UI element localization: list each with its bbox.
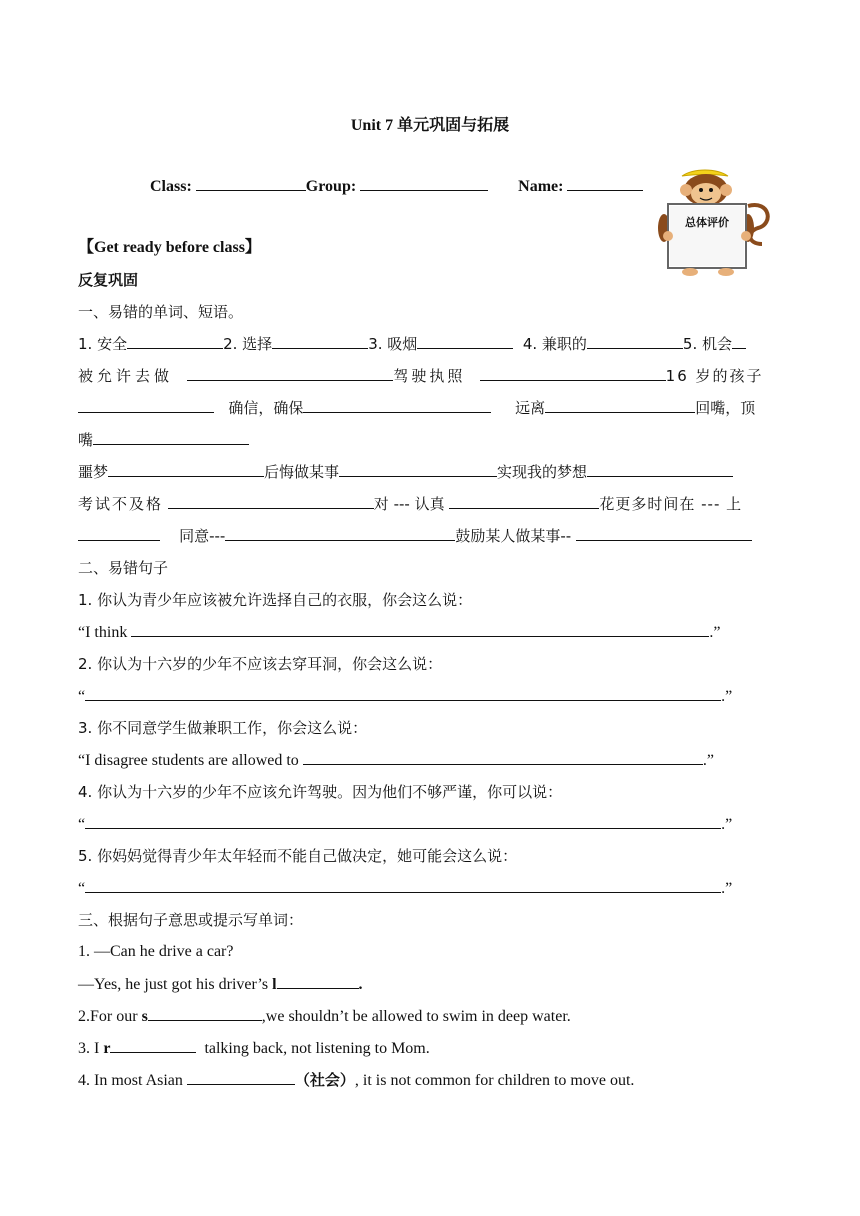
- vocab-blank[interactable]: [576, 526, 752, 541]
- sentence-1a: 1. —Can he drive a car?: [78, 943, 234, 960]
- answer-5: [78, 878, 784, 899]
- close-quote: .”: [709, 624, 721, 641]
- hint-letter: l: [272, 976, 277, 993]
- vocab-blank[interactable]: [225, 526, 455, 541]
- badge-text: 总体评价: [685, 216, 729, 229]
- vocab-prompt: 嘴: [78, 431, 94, 449]
- sentence-prefix: 4. In most Asian: [78, 1072, 187, 1089]
- sentence-2: [78, 1006, 784, 1027]
- vocab-prompt: 确信，确保: [228, 399, 304, 417]
- vocab-blank[interactable]: [78, 398, 214, 413]
- vocab-prompt: 1. 安全: [78, 335, 128, 353]
- sentence-1b: [78, 974, 784, 995]
- hint-letter: s: [141, 1008, 148, 1025]
- vocab-row-3: [78, 398, 784, 418]
- question-5: 5. 你妈妈觉得青少年太年轻而不能自己做决定，她可能会这么说：: [78, 847, 518, 865]
- vocab-blank[interactable]: [168, 494, 374, 509]
- answer-blank[interactable]: [131, 622, 709, 637]
- vocab-prompt: 同意---: [179, 527, 226, 545]
- sentence-4: [78, 1070, 784, 1091]
- vocab-prompt: 后悔做某事: [264, 463, 340, 481]
- sentence-prefix: —Yes, he just got his driver’s: [78, 976, 273, 993]
- sentence-suffix: ,we shouldn’t be allowed to swim in deep water.: [261, 1008, 571, 1025]
- name-blank[interactable]: [567, 176, 643, 191]
- answer-blank[interactable]: [303, 750, 703, 765]
- sentence-suffix: talking back, not listening to Mom.: [200, 1040, 430, 1057]
- vocab-prompt: 对 --- 认真: [373, 495, 445, 513]
- sentence-3: [78, 1038, 784, 1059]
- vocab-prompt: 实现我的梦想: [497, 463, 588, 481]
- vocab-prompt: 4. 兼职的: [522, 335, 587, 353]
- vocab-prompt: 回嘴，顶: [695, 399, 756, 417]
- group-label: Group:: [305, 178, 361, 195]
- word-blank[interactable]: [148, 1006, 262, 1021]
- vocab-row-2: [78, 366, 784, 386]
- vocab-prompt: 被允许去做: [78, 367, 174, 385]
- word-blank[interactable]: [277, 974, 359, 989]
- part2-heading: 二、易错句子: [78, 559, 169, 577]
- close-quote: .”: [721, 688, 733, 705]
- group-blank[interactable]: [360, 176, 488, 191]
- vocab-prompt: 噩梦: [78, 463, 109, 481]
- answer-blank[interactable]: [85, 878, 721, 893]
- part1-heading: 一、易错的单词、短语。: [78, 303, 244, 321]
- chinese-hint: （社会）: [294, 1071, 355, 1089]
- answer-prefix: “I think: [78, 624, 132, 641]
- evaluation-badge-icon: [650, 166, 772, 278]
- question-4: 4. 你认为十六岁的少年不应该允许驾驶。因为他们不够严谨，你可以说：: [78, 783, 563, 801]
- vocab-blank[interactable]: [449, 494, 599, 509]
- vocab-row-1: [78, 334, 784, 354]
- vocab-blank[interactable]: [303, 398, 491, 413]
- answer-blank[interactable]: [85, 686, 721, 701]
- vocab-row-4: [78, 430, 784, 450]
- question-1: 1. 你认为青少年应该被允许选择自己的衣服，你会这么说：: [78, 591, 473, 609]
- open-quote: “: [78, 816, 86, 833]
- vocab-prompt: 3. 吸烟: [368, 335, 418, 353]
- vocab-row-7: [78, 526, 784, 546]
- open-quote: “: [78, 688, 86, 705]
- sentence-suffix: , it is not common for children to move out.: [354, 1072, 635, 1089]
- vocab-blank[interactable]: [187, 366, 393, 381]
- answer-1: [78, 622, 784, 643]
- word-blank[interactable]: [110, 1038, 196, 1053]
- class-blank[interactable]: [196, 176, 306, 191]
- vocab-blank[interactable]: [587, 334, 683, 349]
- vocab-prompt: 16 岁的孩子: [665, 367, 764, 385]
- answer-prefix: “I disagree students are allowed to: [78, 752, 303, 769]
- student-info-header: [150, 176, 643, 196]
- open-quote: “: [78, 880, 86, 897]
- vocab-prompt: 驾驶执照: [393, 367, 466, 385]
- question-3: 3. 你不同意学生做兼职工作，你会这么说：: [78, 719, 368, 737]
- close-quote: .”: [721, 880, 733, 897]
- answer-2: [78, 686, 784, 707]
- close-quote: .”: [721, 816, 733, 833]
- vocab-blank[interactable]: [339, 462, 497, 477]
- page-title: Unit 7 单元巩固与拓展: [350, 117, 510, 134]
- vocab-blank[interactable]: [272, 334, 368, 349]
- vocab-row-5: [78, 462, 784, 482]
- vocab-blank[interactable]: [78, 526, 160, 541]
- vocab-prompt: 2. 选择: [223, 335, 273, 353]
- sentence-end: .: [358, 976, 363, 993]
- vocab-blank[interactable]: [545, 398, 695, 413]
- subheading: 反复巩固: [78, 271, 139, 289]
- vocab-row-6: [78, 494, 784, 514]
- hint-letter: r: [103, 1040, 111, 1057]
- vocab-blank[interactable]: [417, 334, 513, 349]
- vocab-prompt: 花更多时间在 --- 上: [599, 495, 743, 513]
- word-blank[interactable]: [187, 1070, 295, 1085]
- sentence-prefix: 3. I: [78, 1040, 104, 1057]
- question-2: 2. 你认为十六岁的少年不应该去穿耳洞，你会这么说：: [78, 655, 443, 673]
- vocab-blank[interactable]: [480, 366, 666, 381]
- name-label: Name:: [518, 178, 568, 195]
- vocab-blank[interactable]: [587, 462, 733, 477]
- vocab-blank[interactable]: [108, 462, 264, 477]
- answer-3: [78, 750, 784, 771]
- vocab-prompt: 远离: [515, 399, 546, 417]
- answer-blank[interactable]: [85, 814, 721, 829]
- vocab-blank[interactable]: [93, 430, 249, 445]
- answer-4: [78, 814, 784, 835]
- vocab-prompt: 5. 机会: [682, 335, 733, 353]
- class-label: Class:: [150, 178, 196, 195]
- vocab-blank[interactable]: [127, 334, 223, 349]
- part3-heading: 三、根据句子意思或提示写单词：: [78, 911, 304, 929]
- vocab-blank[interactable]: [732, 334, 746, 349]
- vocab-prompt: 考试不及格: [78, 495, 164, 513]
- vocab-prompt: 鼓励某人做某事--: [455, 527, 572, 545]
- sentence-prefix: 2.For our: [78, 1008, 142, 1025]
- section-heading: 【Get ready before class】: [78, 239, 261, 256]
- close-quote: .”: [702, 752, 714, 769]
